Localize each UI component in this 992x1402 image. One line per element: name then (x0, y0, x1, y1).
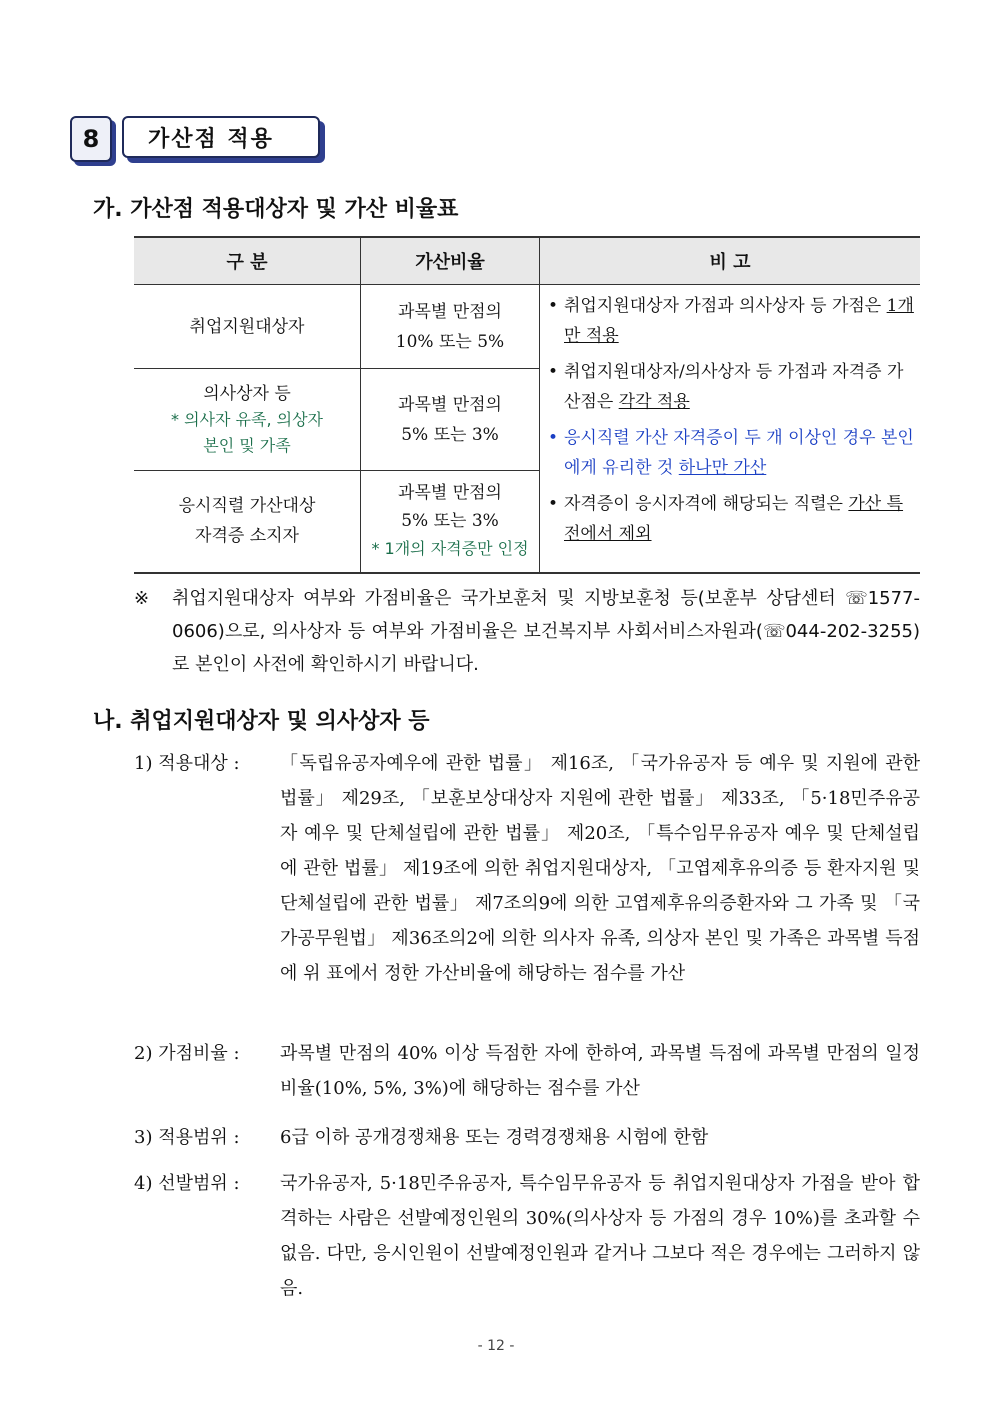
page-number: - 12 - (477, 1338, 515, 1354)
rate-cell (361, 369, 540, 471)
remark-emphasis: 1개만 적용 (564, 296, 914, 346)
remarks-cell (540, 285, 921, 573)
remark-item (548, 423, 916, 489)
rate-line: 과목별 만점의 (398, 394, 502, 415)
item-label: 1) 적용대상 : (134, 753, 240, 774)
category-label: 의사상자 등 (203, 383, 291, 404)
category-cell (134, 471, 361, 573)
reference-mark-icon: ※ (134, 588, 150, 609)
rate-line: 5% 또는 3% (401, 511, 499, 532)
subsection-a-heading: 가. 가산점 적용대상자 및 가산 비율표 (93, 197, 459, 222)
table-header-row (134, 237, 920, 285)
category-note: 본인 및 가족 (203, 435, 291, 455)
remark-text: 취업지원대상자 가점과 의사상자 등 가점은 (564, 296, 887, 316)
category-label: 자격증 소지자 (195, 526, 299, 547)
table-row (134, 285, 920, 369)
bonus-rate-table (134, 236, 920, 574)
list-item (134, 1166, 920, 1306)
remark-text: 응시직렬 가산 자격증이 두 개 이상인 경우 본인에게 유리한 것 (564, 428, 914, 478)
rate-line: 5% 또는 3% (401, 424, 499, 445)
header-remarks: 비 고 (540, 237, 921, 285)
remark-text: 자격증이 응시자격에 해당되는 직렬은 (564, 494, 849, 514)
rate-cell (361, 471, 540, 573)
section-title: 가산점 적용 (122, 116, 320, 158)
remark-item (548, 489, 916, 555)
category-label: 취업지원대상자 (189, 316, 305, 337)
rate-line: 10% 또는 5% (395, 331, 505, 352)
bullet-icon: • (548, 494, 559, 514)
item-label: 3) 적용범위 : (134, 1127, 240, 1148)
list-item (134, 746, 920, 991)
remark-emphasis: 하나만 가산 (678, 458, 767, 478)
category-cell (134, 369, 361, 471)
section-number-badge: 8 (70, 116, 112, 162)
header-category: 구 분 (134, 237, 361, 285)
item-text: 6급 이하 공개경쟁채용 또는 경력경쟁채용 시험에 한함 (280, 1127, 709, 1148)
remark-emphasis: 각각 적용 (618, 392, 690, 412)
category-cell (134, 285, 361, 369)
item-text: 과목별 만점의 40% 이상 득점한 자에 한하여, 과목별 득점에 과목별 만점의 일정비율(10%, 5%, 3%)에 해당하는 점수를 가산 (280, 1043, 920, 1099)
bullet-icon: • (548, 428, 559, 448)
rate-line: 과목별 만점의 (398, 483, 502, 504)
rate-note: * 1개의 자격증만 인정 (371, 539, 529, 559)
item-text: 국가유공자, 5·18민주유공자, 특수임무유공자 등 취업지원대상자 가점을 받아 합격하는 사람은 선발예정인원의 30%(의사상자 등 가점의 경우 10%)를 초과할 수 없음. 다만, 응시인원이 선발예정인원과 같거나 그보다 적은 경우에는 그러하지 않음. (280, 1173, 920, 1299)
remark-item (548, 291, 916, 357)
bullet-icon: • (548, 362, 559, 382)
category-label: 응시직렬 가산대상 (178, 496, 316, 517)
bullet-icon: • (548, 296, 559, 316)
list-item (134, 1036, 920, 1106)
rate-line: 과목별 만점의 (398, 301, 502, 322)
remark-emphasis: 가산 특전에서 제외 (564, 494, 904, 544)
item-text: 「독립유공자예우에 관한 법률」 제16조, 「국가유공자 등 예우 및 지원에 관한 법률」 제29조, 「보훈보상대상자 지원에 관한 법률」 제33조, 「5·18민주유공자 예우 및 단체설립에 관한 법률」 제20조, 「특수임무유공자 예우 및 단체설립에 관한 법률」 제19조에 의한 취업지원대상자, 「고엽제후유의증 등 환자지원 및 단체설립에 관한 법률」 제7조의9에 의한 고엽제후유의증환자와 그 가족 및 「국가공무원법」 제36조의2에 의한 의사자 유족, 의상자 본인 및 가족은 과목별 득점에 위 표에서 정한 가산비율에 해당하는 점수를 가산 (280, 753, 920, 984)
rate-cell (361, 285, 540, 369)
subsection-b-heading: 나. 취업지원대상자 및 의사상자 등 (93, 709, 430, 734)
header-rate: 가산비율 (361, 237, 540, 285)
notice-text: 취업지원대상자 여부와 가점비율은 국가보훈처 및 지방보훈청 등(보훈부 상담센터 ☏1577-0606)으로, 의사상자 등 여부와 가점비율은 보건복지부 사회서비스자원과(☏044-202-3255)로 본인이 사전에 확인하시기 바랍니다. (172, 588, 920, 675)
category-note: * 의사자 유족, 의상자 (171, 409, 323, 429)
remark-text: 취업지원대상자/의사상자 등 가점과 자격증 가산점은 (564, 362, 904, 412)
item-label: 4) 선발범위 : (134, 1173, 240, 1194)
item-label: 2) 가점비율 : (134, 1043, 240, 1064)
remark-item (548, 357, 916, 423)
contact-notice (134, 582, 920, 681)
list-item (134, 1120, 920, 1155)
